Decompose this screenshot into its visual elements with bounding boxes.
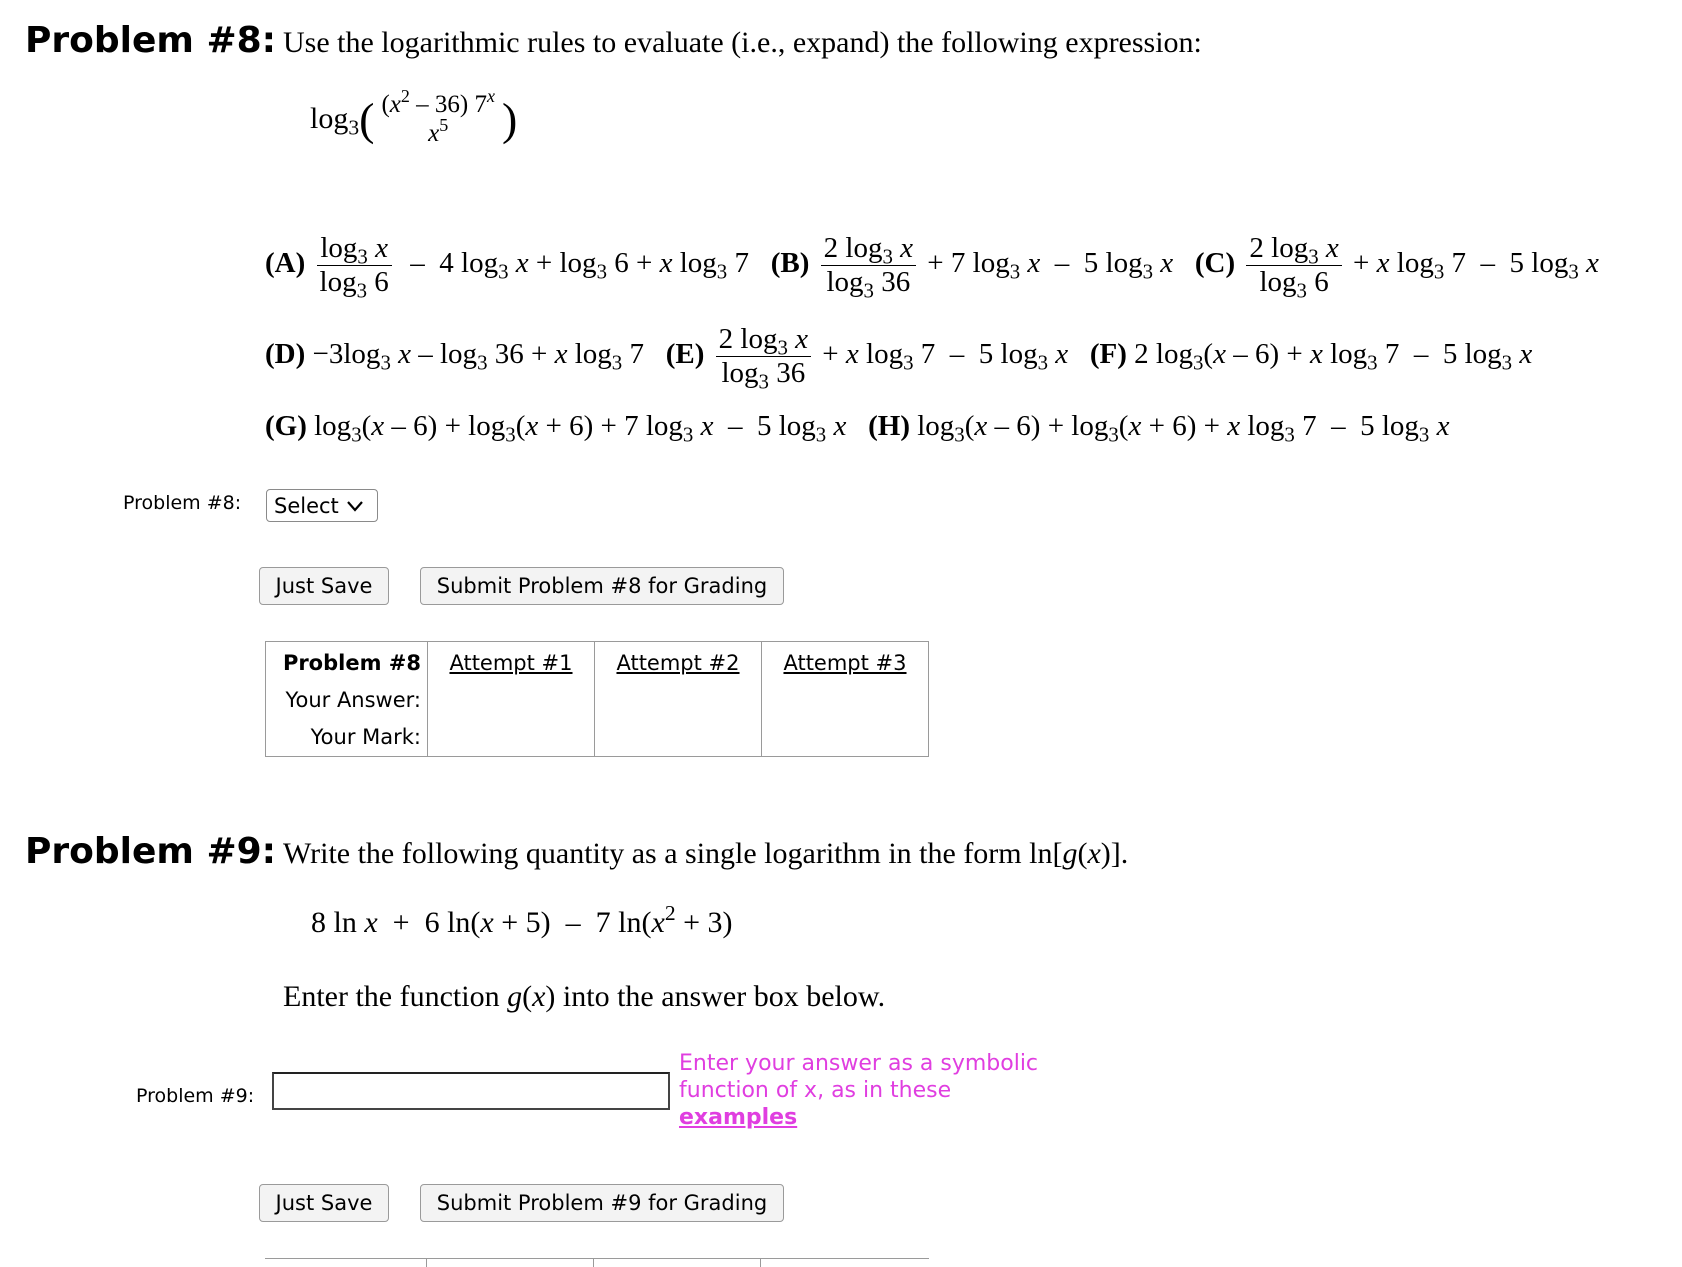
problem-9-instruction: Write the following quantity as a single logarithm in the form ln[g(x)]. bbox=[283, 837, 1129, 870]
submit-problem-9-button[interactable]: Submit Problem #9 for Grading bbox=[420, 1184, 784, 1222]
problem-9-instruction-lead: Write the following quantity as a single logarithm in the form ln[ bbox=[283, 837, 1063, 870]
answer-select[interactable] bbox=[266, 489, 378, 522]
problem-9-enter-text: Enter the function g(x) into the answer box below. bbox=[283, 980, 886, 1013]
problem-9-expression: 8 ln x + 6 ln(x + 5) – 7 $\ln(x^2 + 3)$ bbox=[311, 901, 733, 939]
attempt-3-link[interactable]: Attempt #3 bbox=[783, 651, 907, 675]
attempt-1-link[interactable]: Attempt #1 bbox=[449, 651, 573, 675]
option-b-label: (B) bbox=[770, 247, 810, 280]
problem-8-heading: Problem #8: bbox=[25, 20, 277, 61]
answer-input[interactable] bbox=[272, 1072, 670, 1110]
your-answer-label: Your Answer: bbox=[285, 688, 421, 712]
enter-text-lead: Enter the function bbox=[283, 980, 508, 1013]
just-save-button-9[interactable]: Just Save bbox=[259, 1184, 389, 1222]
attempts-table bbox=[265, 641, 929, 757]
problem-9-heading: Problem #9: bbox=[25, 831, 277, 872]
just-save-button-8[interactable]: Just Save bbox=[259, 567, 389, 605]
answer-hint bbox=[679, 1050, 1038, 1131]
your-mark-label: Your Mark: bbox=[310, 725, 421, 749]
table-header: Problem #8 bbox=[282, 651, 421, 675]
chevron-down-icon bbox=[345, 499, 365, 513]
hint-line-2: function of x, as in these bbox=[679, 1078, 952, 1103]
attempt-2-cell bbox=[595, 642, 762, 757]
hint-line-1: Enter your answer as a symbolic bbox=[679, 1051, 1039, 1076]
enter-text-tail: into the answer box below. bbox=[555, 980, 886, 1013]
attempt-2-link[interactable]: Attempt #2 bbox=[616, 651, 740, 675]
option-a-label: (A) bbox=[265, 247, 306, 280]
problem-9-instruction-tail: ]. bbox=[1110, 837, 1129, 870]
option-e-label: (E) bbox=[665, 338, 705, 371]
attempt-row-labels bbox=[266, 642, 428, 757]
attempt-3-cell bbox=[762, 642, 929, 757]
select-value: Select bbox=[274, 493, 339, 518]
option-f-label: (F) bbox=[1089, 338, 1127, 371]
attempt-1-cell bbox=[428, 642, 595, 757]
problem-8-side-label: Problem #8: bbox=[123, 492, 242, 514]
option-h-label: (H) bbox=[868, 410, 910, 442]
option-g-label: (G) bbox=[265, 410, 307, 442]
examples-link[interactable]: examples bbox=[679, 1105, 798, 1130]
problem-8-instruction: Use the logarithmic rules to evaluate (i.e., expand) the following expression: bbox=[283, 26, 1202, 59]
option-row-1: (A) $\frac{\log_3 x}{\log_3 6}$ – 4 $\log_3 x + \log_3 6 + x$ $\log_3 7$ (B) $\frac{2 \log_3 x}{\log_3 36}$ + 7 $\log_3 x - 5$ $\log_3 x$ (C) $\frac{2 \log_3 x}{\log_3 6}$ + x $\log_3 7 - 5$ $\log_3 x$ bbox=[265, 232, 1599, 303]
option-d-label: (D) bbox=[265, 338, 306, 371]
option-c-label: (C) bbox=[1194, 247, 1236, 280]
problem-9-side-label: Problem #9: bbox=[136, 1085, 255, 1107]
option-row-3: (G) $\log_3(x - 6) + \log_3(x + 6) + 7$ $\log_3 x - 5$ $\log_3 x$ (H) $\log_3(x - 6) + \log_3(x + 6) + x$ $\log_3 7 - 5$ $\log_3 x$ bbox=[265, 410, 1450, 447]
option-row-2: $(D) -3\log_3$ $x - \log_3 36 + x$ $\log_3 7$ (E) $\frac{2 \log_3 x}{\log_3 36}$ + x $\log_3 7 - 5$ $\log_3 x$ (F) 2 $\log_3(x - 6) + x$ $\log_3 7 - 5$ $\log_3 x$ bbox=[265, 323, 1533, 394]
problem-8-expression: $\log_3$( $(x^2 - 36)$ 7$^x$ $x^5$ ) bbox=[310, 86, 518, 147]
submit-problem-8-button[interactable]: Submit Problem #8 for Grading bbox=[420, 567, 784, 605]
